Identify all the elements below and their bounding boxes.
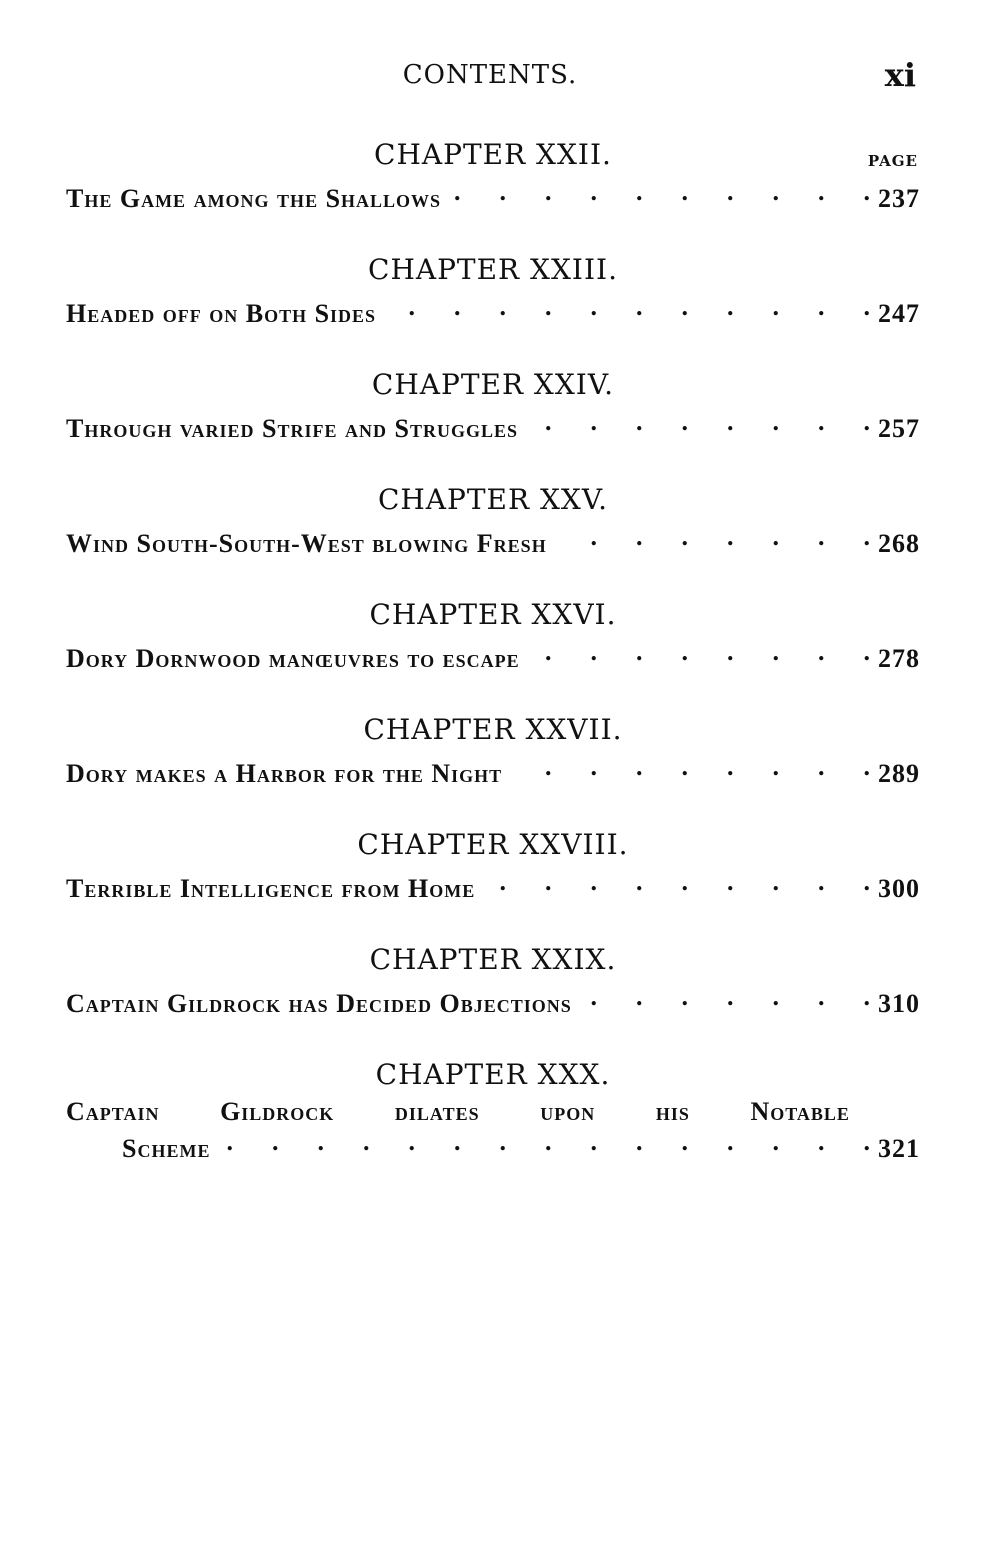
page-number: 257 bbox=[878, 414, 920, 443]
chapter-entry bbox=[66, 483, 920, 559]
entry-title-word: Captain bbox=[66, 1097, 160, 1126]
chapter-entry bbox=[66, 1058, 920, 1164]
page-number: 237 bbox=[878, 184, 920, 213]
chapter-entry bbox=[66, 598, 920, 674]
chapter-heading: CHAPTER XXVI. bbox=[369, 598, 617, 631]
toc-entry bbox=[66, 867, 920, 904]
dot-leader bbox=[526, 407, 870, 437]
entry-title-word: his bbox=[655, 1097, 690, 1126]
toc-entry bbox=[66, 407, 920, 444]
entry-title-continuation: Scheme bbox=[122, 1134, 211, 1163]
entry-title-continuation-line bbox=[66, 1127, 920, 1164]
toc-entry bbox=[66, 1097, 920, 1164]
toc-entry bbox=[66, 752, 920, 789]
page-number: 289 bbox=[878, 759, 920, 788]
chapter-heading: CHAPTER XXVII. bbox=[363, 713, 623, 746]
page-number: 268 bbox=[878, 529, 920, 558]
page-number: 247 bbox=[878, 299, 920, 328]
toc-entry bbox=[66, 522, 920, 559]
chapter-heading: CHAPTER XXIV. bbox=[371, 368, 615, 401]
entry-title: Dory makes a Harbor for the Night bbox=[66, 759, 503, 788]
entry-title: Captain Gildrock has Decided Objections bbox=[66, 989, 572, 1018]
page-number: 310 bbox=[878, 989, 920, 1018]
toc-entry bbox=[66, 637, 920, 674]
entry-title: The Game among the Shallows bbox=[66, 184, 442, 213]
toc-entry bbox=[66, 982, 920, 1019]
folio: xi bbox=[884, 56, 916, 94]
page-column-label: PAGE bbox=[867, 152, 918, 170]
dot-leader bbox=[483, 867, 870, 897]
chapter-heading: CHAPTER XXV. bbox=[377, 483, 609, 516]
chapter-entry bbox=[66, 253, 920, 329]
dot-leader bbox=[218, 1127, 870, 1157]
chapter-heading: CHAPTER XXIII. bbox=[368, 253, 618, 286]
entry-title-word: Gildrock bbox=[220, 1097, 335, 1126]
page-number: 278 bbox=[878, 644, 920, 673]
entry-title-line bbox=[66, 1097, 850, 1127]
dot-leader bbox=[510, 752, 870, 782]
chapter-heading: CHAPTER XXX. bbox=[375, 1058, 611, 1091]
page-number: 321 bbox=[878, 1134, 920, 1163]
chapter-entry bbox=[66, 138, 920, 214]
chapter-heading: CHAPTER XXIX. bbox=[369, 943, 617, 976]
entry-title: Terrible Intelligence from Home bbox=[66, 874, 476, 903]
page-number: 300 bbox=[878, 874, 920, 903]
entry-title: Wind South-South-West blowing Fresh bbox=[66, 529, 547, 558]
dot-leader bbox=[528, 637, 870, 667]
entry-title: Dory Dornwood manœuvres to escape bbox=[66, 644, 520, 673]
toc-entry bbox=[66, 177, 920, 214]
entry-title: Headed off on Both Sides bbox=[66, 299, 377, 328]
entry-title-word: Notable bbox=[750, 1097, 850, 1126]
dot-leader bbox=[555, 522, 870, 552]
entry-title-word: upon bbox=[540, 1097, 596, 1126]
chapter-entry bbox=[66, 713, 920, 789]
toc-entry bbox=[66, 292, 920, 329]
chapter-entry bbox=[66, 828, 920, 904]
entry-title-word: dilates bbox=[394, 1097, 480, 1126]
dot-leader bbox=[449, 177, 870, 207]
chapter-heading: CHAPTER XXII. bbox=[374, 138, 612, 171]
dot-leader bbox=[580, 982, 870, 1012]
entry-title: Through varied Strife and Struggles bbox=[66, 414, 518, 443]
chapter-entry bbox=[66, 943, 920, 1019]
chapter-heading: CHAPTER XXVIII. bbox=[357, 828, 629, 861]
chapter-entry bbox=[66, 368, 920, 444]
dot-leader bbox=[384, 292, 870, 322]
running-title: CONTENTS. bbox=[402, 60, 578, 90]
